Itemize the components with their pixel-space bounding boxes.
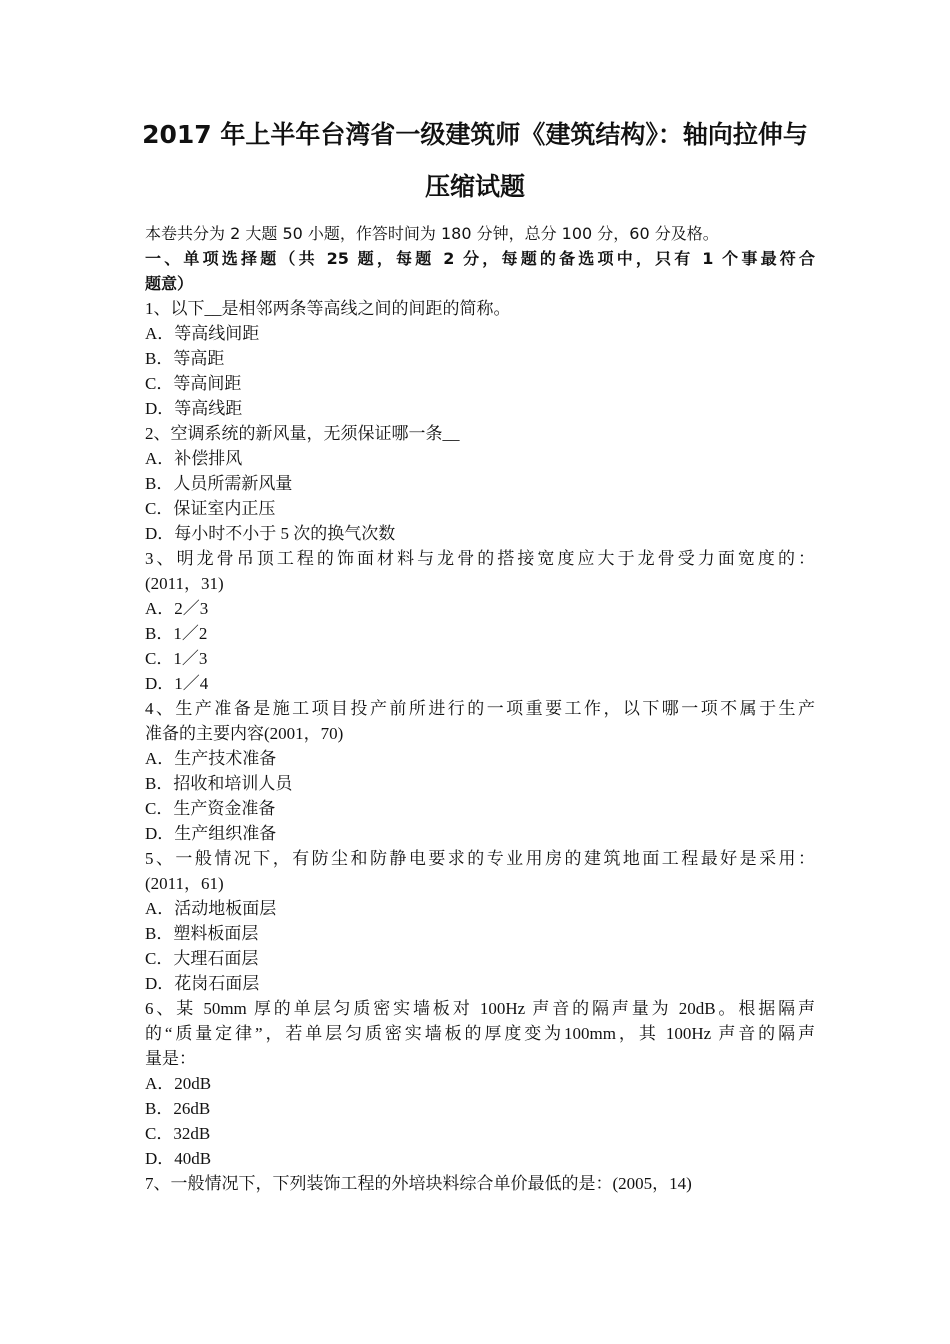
question-4-option-a: A．生产技术准备 [145, 749, 277, 768]
question-3-stem-line-1: 3、明龙骨吊顶工程的饰面材料与龙骨的搭接宽度应大于龙骨受力面宽度的： [145, 549, 815, 568]
question-6-stem-line-3: 量是： [145, 1049, 196, 1068]
question-4-stem-line-1: 4、生产准备是施工项目投产前所进行的一项重要工作，以下哪一项不属于生产 [145, 699, 815, 718]
question-5-stem-line-2: (2011，61) [145, 874, 224, 893]
document-title-line-2: 压缩试题 [424, 172, 525, 201]
question-2-option-d: D．每小时不小于 5 次的换气次数 [145, 524, 396, 543]
question-6-option-c: C．32dB [145, 1124, 211, 1143]
question-2-option-a: A．补偿排风 [145, 449, 243, 468]
question-6-stem-line-1: 6、某 50mm 厚的单层匀质密实墙板对 100Hz 声音的隔声量为 20dB。根据隔声 [145, 999, 815, 1018]
question-6-option-d: D．40dB [145, 1149, 212, 1168]
question-3-option-a: A．2／3 [145, 599, 209, 618]
document-title-line-1: 2017 年上半年台湾省一级建筑师《建筑结构》：轴向拉伸与 [142, 120, 808, 149]
question-3-option-d: D．1／4 [145, 674, 209, 693]
question-5-option-b: B．塑料板面层 [145, 924, 259, 943]
question-6-option-b: B．26dB [145, 1099, 211, 1118]
question-5-option-d: D．花岗石面层 [145, 974, 260, 993]
question-4-option-b: B．招收和培训人员 [145, 774, 293, 793]
section-heading-line-1: 一、单项选择题（共 25 题，每题 2 分，每题的备选项中，只有 1 个事最符合 [145, 249, 815, 268]
question-1-option-a: A．等高线间距 [145, 324, 260, 343]
question-3-option-c: C．1／3 [145, 649, 208, 668]
question-1-option-d: D．等高线距 [145, 399, 243, 418]
question-1-stem: 1、以下__是相邻两条等高线之间的间距的简称。 [145, 299, 511, 318]
question-2-option-b: B．人员所需新风量 [145, 474, 293, 493]
question-2-stem: 2、空调系统的新风量，无须保证哪一条__ [145, 424, 460, 443]
question-5-option-a: A．活动地板面层 [145, 899, 277, 918]
question-7-stem: 7、一般情况下，下列装饰工程的外培块料综合单价最低的是：(2005，14) [145, 1174, 692, 1193]
exam-intro: 本卷共分为 2 大题 50 小题，作答时间为 180 分钟，总分 100 分，60 分及格。 [145, 224, 719, 243]
question-1-option-b: B．等高距 [145, 349, 225, 368]
question-6-option-a: A．20dB [145, 1074, 212, 1093]
question-4-option-d: D．生产组织准备 [145, 824, 277, 843]
question-4-stem-line-2: 准备的主要内容(2001，70) [145, 724, 344, 743]
question-4-option-c: C．生产资金准备 [145, 799, 276, 818]
section-heading-line-2: 题意） [145, 274, 194, 293]
question-1-option-c: C．等高间距 [145, 374, 242, 393]
question-3-stem-line-2: (2011，31) [145, 574, 224, 593]
question-3-option-b: B．1／2 [145, 624, 208, 643]
question-6-stem-line-2: 的“质量定律”，若单层匀质密实墙板的厚度变为100mm，其 100Hz 声音的隔声 [145, 1024, 815, 1043]
question-2-option-c: C．保证室内正压 [145, 499, 276, 518]
question-5-option-c: C．大理石面层 [145, 949, 259, 968]
question-5-stem-line-1: 5、一般情况下，有防尘和防静电要求的专业用房的建筑地面工程最好是采用： [145, 849, 815, 868]
